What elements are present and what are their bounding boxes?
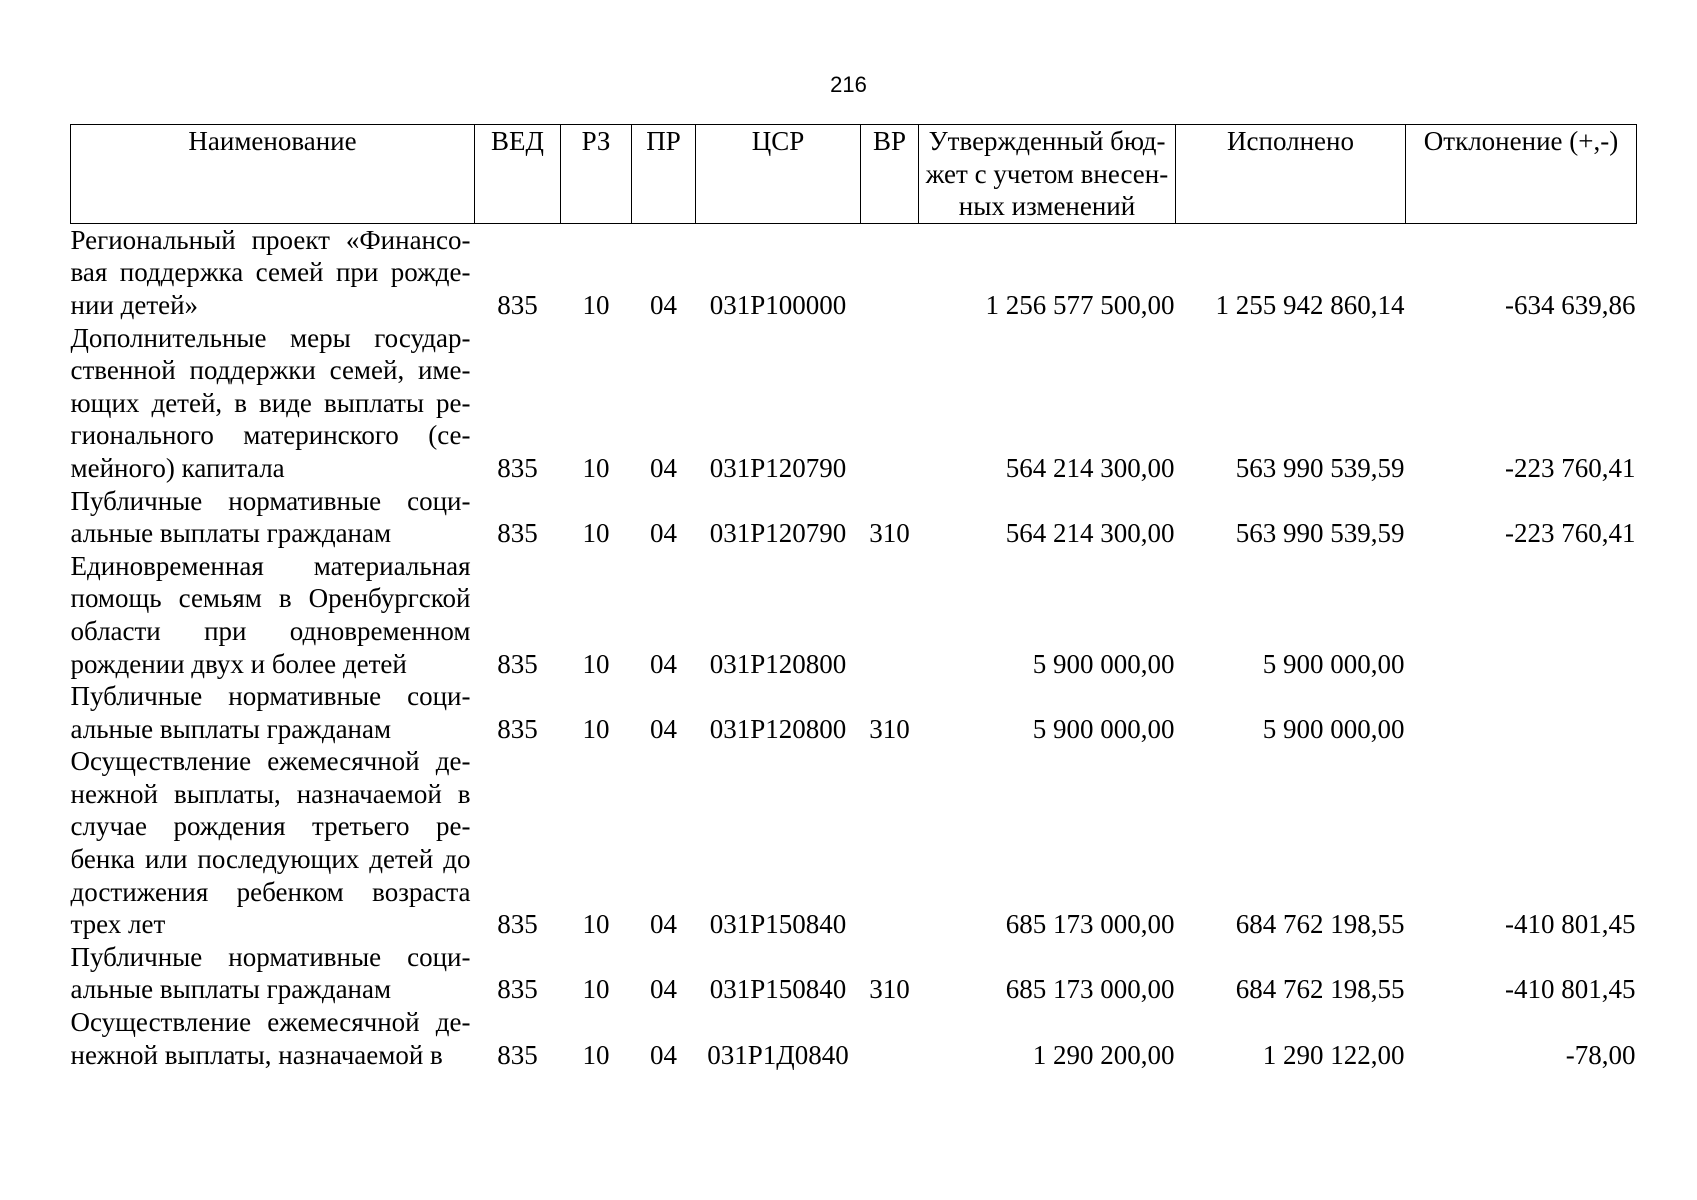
row-name-line: случае рождения третьего ре- [70,811,471,842]
row-csr: 031P120800 [709,713,847,744]
row-name-line: нежной выплаты, назначаемой в [70,1039,443,1070]
row-ved: 835 [497,909,538,940]
row-name-line: Публичные нормативные соци- [70,941,471,972]
row-vr: 310 [869,974,910,1005]
row-csr: 031P1Д0840 [707,1039,849,1070]
row-pr: 04 [650,974,677,1005]
row-pr: 04 [650,648,677,679]
row-name-line: альные выплаты гражданам [70,518,392,549]
row-ved: 835 [497,974,538,1005]
row-done: 5 900 000,00 [1262,713,1405,744]
row-deviation: -78,00 [1565,1039,1636,1070]
row-vr [861,550,919,680]
row-name-line: гионального материнского (се- [70,420,471,451]
row-name-line: достижения ребенком возраста [70,876,471,907]
header-done: Исполнено [1176,125,1406,224]
row-pr: 04 [650,518,677,549]
row-name-line: Осуществление ежемесячной де- [70,746,471,777]
row-name-line: альные выплаты гражданам [70,713,392,744]
table-row [71,941,1637,1006]
row-budget: 685 173 000,00 [1005,974,1175,1005]
row-name-line: ственной поддержки семей, име- [70,355,471,386]
header-budget: Утвержденный бюд-жет с учетом внесен-ных изменений [919,125,1176,224]
row-rz: 10 [582,1039,610,1070]
row-csr: 031P120790 [709,452,847,483]
row-vr [861,223,919,321]
row-name-line: трех лет [70,909,166,940]
row-name-line: помощь семьям в Оренбургской [70,583,471,614]
row-deviation: -410 801,45 [1505,909,1636,940]
row-vr: 310 [869,713,910,744]
header-deviation: Отклонение (+,-) [1406,125,1637,224]
row-name [71,680,475,745]
row-done: 563 990 539,59 [1235,452,1405,483]
table-row [71,745,1637,941]
row-ved: 835 [497,1039,538,1070]
row-vr [861,322,919,485]
row-ved: 835 [497,452,538,483]
row-rz: 10 [582,452,610,483]
row-vr [861,1006,919,1071]
row-budget: 1 256 577 500,00 [985,289,1175,320]
row-name-line: мейного) капитала [70,452,285,483]
table-row [71,680,1637,745]
row-pr: 04 [650,289,677,320]
table-row [71,485,1637,550]
row-budget: 1 290 200,00 [1032,1039,1175,1070]
row-name-line: Публичные нормативные соци- [70,485,471,516]
row-done: 1 290 122,00 [1262,1039,1405,1070]
row-name [71,550,475,680]
row-budget: 5 900 000,00 [1032,713,1175,744]
row-done: 5 900 000,00 [1262,648,1405,679]
row-rz: 10 [582,289,610,320]
row-name-line: альные выплаты гражданам [70,974,392,1005]
header-rz: РЗ [561,125,632,224]
table-row [71,223,1637,321]
row-name [71,223,475,321]
row-name [71,745,475,941]
row-budget: 564 214 300,00 [1005,452,1175,483]
row-csr: 031P100000 [709,289,847,320]
header-vr: ВР [861,125,919,224]
row-deviation [1406,680,1637,745]
row-rz: 10 [582,518,610,549]
row-name [71,941,475,1006]
row-done: 563 990 539,59 [1235,518,1405,549]
table-row [71,550,1637,680]
row-csr: 031P120790 [709,518,847,549]
row-name [71,1006,475,1071]
row-pr: 04 [650,452,677,483]
row-deviation [1406,550,1637,680]
row-name [71,322,475,485]
row-name-line: ющих детей, в виде выплаты ре- [70,387,471,418]
row-deviation: -223 760,41 [1505,452,1636,483]
table-row [71,322,1637,485]
row-vr: 310 [869,518,910,549]
row-rz: 10 [582,974,610,1005]
row-done: 684 762 198,55 [1235,974,1405,1005]
row-rz: 10 [582,648,610,679]
row-ved: 835 [497,648,538,679]
row-name-line: Осуществление ежемесячной де- [70,1007,471,1038]
budget-execution-table [70,124,1637,1071]
row-pr: 04 [650,713,677,744]
header-pr: ПР [632,125,696,224]
row-name-line: Региональный проект «Финансо- [70,224,471,255]
header-ved: ВЕД [475,125,561,224]
row-ved: 835 [497,713,538,744]
table-body [71,223,1637,1071]
page-number: 216 [830,72,867,97]
row-deviation: -634 639,86 [1505,289,1636,320]
row-name-line: рождении двух и более детей [70,648,407,679]
table-row [71,1006,1637,1071]
row-name-line: Дополнительные меры государ- [70,322,471,353]
row-name-line: бенка или последующих детей до [70,844,471,875]
row-name-line: нии детей» [70,289,199,320]
row-name [71,485,475,550]
row-csr: 031P150840 [709,909,847,940]
row-vr [861,745,919,941]
row-ved: 835 [497,289,538,320]
row-done: 684 762 198,55 [1235,909,1405,940]
row-budget: 685 173 000,00 [1005,909,1175,940]
row-rz: 10 [582,909,610,940]
header-name: Наименование [71,125,475,224]
header-csr: ЦСР [696,125,861,224]
row-csr: 031P150840 [709,974,847,1005]
row-budget: 5 900 000,00 [1032,648,1175,679]
row-name-line: Единовременная материальная [70,550,471,581]
row-deviation: -410 801,45 [1505,974,1636,1005]
row-budget: 564 214 300,00 [1005,518,1175,549]
row-ved: 835 [497,518,538,549]
row-name-line: нежной выплаты, назначаемой в [70,778,471,809]
table-header [71,125,1637,224]
row-done: 1 255 942 860,14 [1215,289,1405,320]
row-csr: 031P120800 [709,648,847,679]
row-pr: 04 [650,909,677,940]
row-name-line: области при одновременном [70,615,471,646]
row-rz: 10 [582,713,610,744]
row-name-line: Публичные нормативные соци- [70,681,471,712]
row-deviation: -223 760,41 [1505,518,1636,549]
row-name-line: вая поддержка семей при рожде- [70,257,471,288]
row-pr: 04 [650,1039,677,1070]
